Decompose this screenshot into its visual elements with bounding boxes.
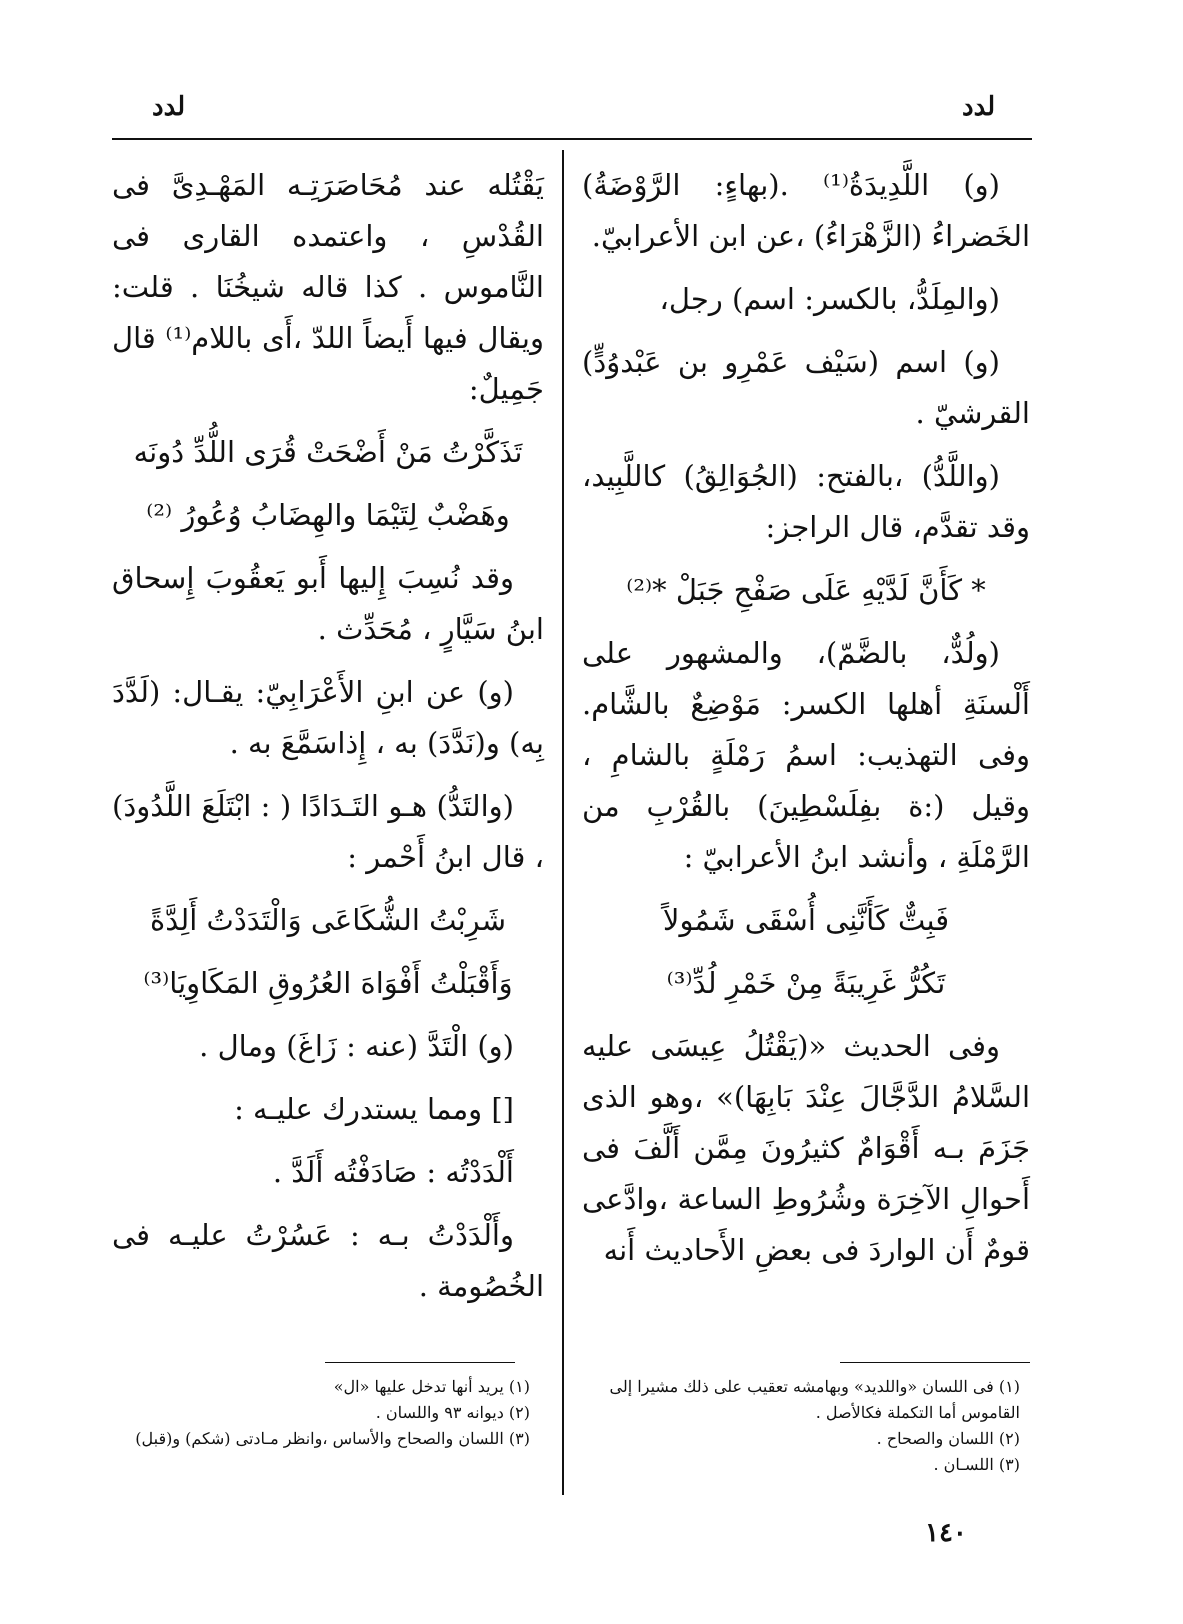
entry-paragraph: وفى الحديث «(يَقْتُلُ عِيسَى عليه السَّلامُ الدَّجَّالَ عِنْدَ بَابِهَا)» ،وهو الذى جَزَمَ بـه أَقْوَامٌ كثيرُونَ مِمَّن أَلَّفَ فى أَحوالِ الآخِرَة وشُرُوطِ الساعة ،وادَّعى قومٌ أَن الواردَ فى بعضِ الأَحاديث أَنه xyxy=(582,1029,1030,1267)
entry-paragraph: (ولُدٌّ، بالضَّمّ)، والمشهور على أَلْسنَةِ أهلها الكسر: مَوْضِعٌ بالشَّام. وفى التهذيب: اسمُ رَمْلَةٍ بالشامِ ، وقيل (:ة بفِلَسْطِينَ) بالقُرْبِ من الرَّمْلَةِ ، وأنشد ابنُ الأعرابيّ : xyxy=(582,636,1030,874)
entry-paragraph: (و) اللَّدِيدَةُ⁽¹⁾ .(بهاءٍ: الرَّوْضَةُ) الخَضراءُ (الزَّهْرَاءُ) ،عن ابن الأعرابيّ. xyxy=(582,168,1030,253)
verse-line: * كَأَنَّ لَدَّيْهِ عَلَى صَفْحِ جَبَلْ *⁽²⁾ xyxy=(626,573,986,607)
entry-paragraph: أَلْدَدْتُه : صَادَفْتُه أَلَدَّ . xyxy=(272,1155,514,1189)
header-rule xyxy=(112,138,1032,140)
entry-paragraph: (و) عن ابنِ الأَعْرَابِيّ: يقـال: (لَدَّدَ بِه) و(نَدَّدَ) به ، إِذاسَمَّعَ به . xyxy=(112,675,544,760)
footnote: (٣) اللسـان . xyxy=(933,1455,1020,1474)
entry-paragraph: وقد نُسِبَ إِليها أَبو يَعقُوبَ إِسحاق ابنُ سَيَّارٍ ، مُحَدِّث . xyxy=(112,561,544,646)
entry-paragraph: (و) اسم (سَيْف عَمْرِو بن عَبْدوُدٍّ) القرشيّ . xyxy=(582,345,1030,430)
footnotes-right xyxy=(600,1374,1020,1478)
footnote: (٢) اللسان والصحاح . xyxy=(876,1429,1020,1448)
page-number: ١٤٠ xyxy=(925,1518,967,1548)
verse-line: وَأَقْبَلْتُ أَفْوَاهَ العُرُوقِ المَكَاوِيَا⁽³⁾ xyxy=(143,966,513,1000)
verse-line: تَكُرُّ غَرِيبَةً مِنْ خَمْرِ لُدِّ⁽³⁾ xyxy=(666,966,946,1000)
running-head-right: لدد xyxy=(962,92,996,122)
entry-paragraph: (والتَدُّ) هـو التَـدَادًا ( : ابْتَلَعَ اللَّدُودَ) ، قال ابنُ أَحْمر : xyxy=(112,789,544,874)
verse-line: فَبِتٌّ كَأَنَّنِى أُسْقَى شَمُولاً xyxy=(662,903,950,937)
footnote-rule-left xyxy=(325,1362,515,1363)
footnote-rule-right xyxy=(840,1362,1030,1363)
right-column xyxy=(582,160,1030,1288)
footnote: (٢) ديوانه ٩٣ واللسان . xyxy=(375,1403,530,1422)
footnotes-left xyxy=(90,1374,530,1452)
left-column xyxy=(112,160,544,1324)
column-divider xyxy=(562,150,564,1495)
verse-line: تَذَكَّرْتُ مَنْ أَضْحَتْ قُرَى اللُّدِّ دُونَه xyxy=(133,435,523,469)
verse-line: وهَضْبٌ لِتَيْمَا والهِضَابُ وُعُورُ ⁽²⁾ xyxy=(146,498,510,532)
entry-paragraph: (واللَّدُّ) ،بالفتح: (الجُوَالِقُ) كاللَّبِيد، وقد تقدَّم، قال الراجز: xyxy=(582,459,1030,544)
footnote: (٣) اللسان والصحاح والأساس ،وانظر مـادتى (شكم) و(قبل) xyxy=(135,1429,530,1448)
entry-paragraph: (والمِلَدُّ، بالكسر: اسم) رجل، xyxy=(659,282,1000,316)
entry-paragraph: [] ومما يستدرك عليـه : xyxy=(234,1092,514,1126)
entry-paragraph: يَقْتُله عند مُحَاصَرَتِـه المَهْـدِىَّ فى القُدْسِ ، واعتمده القارى فى النَّاموس . كذا قاله شيخُنَا . قلت: ويقال فيها أَيضاً اللدّ ،أَى باللام⁽¹⁾ قال جَمِيلٌ: xyxy=(112,168,544,406)
entry-paragraph: (و) الْتَدَّ (عنه : زَاغَ) ومال . xyxy=(199,1029,514,1063)
running-head-left: لدد xyxy=(152,92,186,122)
footnote: (١) فى اللسان «واللديد» وبهامشه تعقيب على ذلك مشيرا إلى القاموس أما التكملة فكالأصل . xyxy=(609,1377,1020,1422)
footnote: (١) يريد أنها تدخل عليها «ال» xyxy=(333,1377,530,1396)
entry-paragraph: وأَلْدَدْتُ بـه : عَسُرْتُ عليـه فى الخُصُومة . xyxy=(112,1218,544,1303)
verse-line: شَرِبْتُ الشُّكَاعَى وَالْتَدَدْتُ أَلِدَّةً xyxy=(150,903,506,937)
